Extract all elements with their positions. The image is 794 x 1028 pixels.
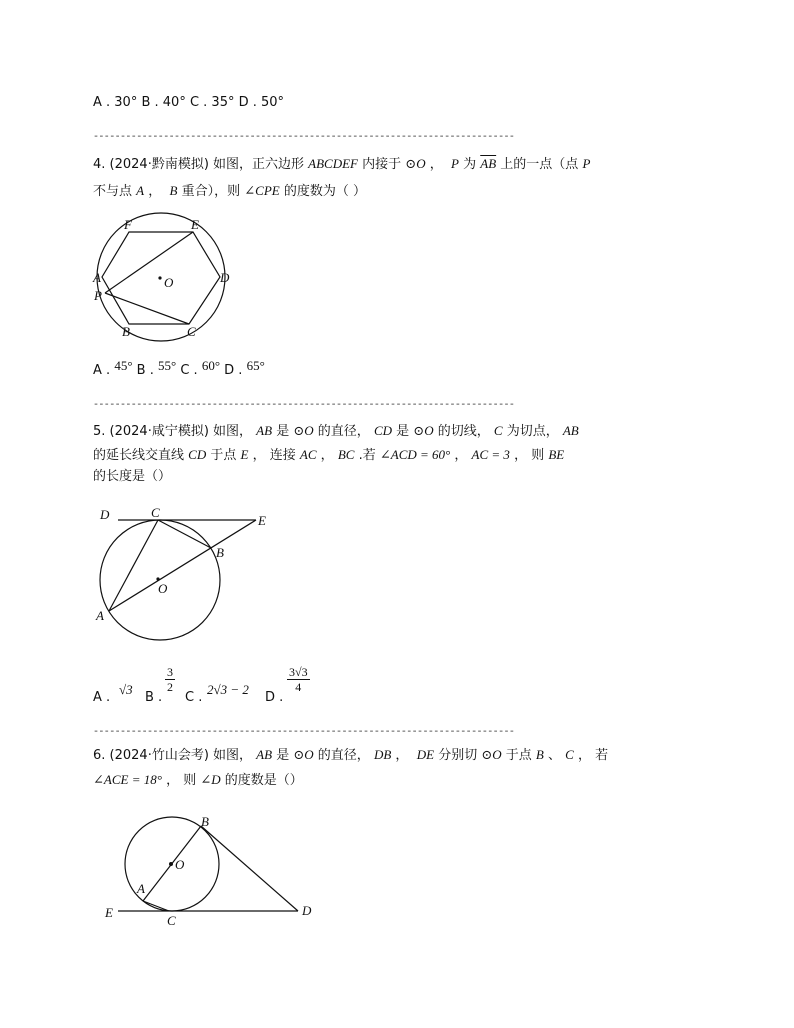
q4-label-o: O	[164, 275, 174, 290]
q5-value-b-numerator: 3	[167, 665, 173, 679]
q5-option-c: C .	[185, 690, 203, 705]
q5-label-e: E	[258, 513, 266, 528]
q5-line-ae	[109, 520, 256, 611]
q6-de: DE	[416, 747, 435, 762]
q5-text: 的切线，	[437, 424, 490, 439]
q4-label-c: C	[187, 324, 196, 339]
q6-segment-ac	[143, 901, 169, 911]
q4-text: 4. (2024·黔南模拟) 如图，正六边形	[93, 157, 305, 172]
q4-circle-symbol: ⊙O	[405, 156, 426, 171]
q6-figure	[100, 810, 330, 930]
q6-label-o: O	[175, 857, 185, 872]
q5-ab: AB	[256, 423, 273, 438]
q5-segment-ac	[109, 520, 158, 611]
q5-value-d-denominator: 4	[295, 680, 302, 694]
q4-value-c: 60°	[201, 358, 221, 373]
q4-option-c: C .	[180, 363, 198, 378]
q3-options: A . 30° B . 40° C . 35° D . 50°	[93, 95, 285, 110]
q4-point-p: P	[451, 156, 459, 171]
q4-option-b: B .	[136, 363, 154, 378]
q6-text: 是	[276, 748, 290, 763]
q4-hexagon-name: ABCDEF	[308, 156, 358, 171]
q5-label-b: B	[216, 545, 224, 560]
q5-text: ，	[320, 448, 334, 463]
q5-figure	[93, 507, 273, 637]
q4-segment-pc	[105, 293, 189, 324]
q5-text: ， 连接	[252, 448, 296, 463]
q4-point-a: A	[136, 183, 145, 198]
q4-label-a: A	[93, 270, 101, 285]
q5-bc: BC	[337, 447, 355, 462]
q5-text: 的直径，	[317, 424, 370, 439]
q5-value-c: 2√3 − 2	[207, 682, 249, 697]
q5-label-d: D	[100, 507, 110, 522]
q4-value-a: 45°	[114, 358, 133, 373]
q5-label-a: A	[96, 608, 104, 623]
q4-text: 上的一点（点	[500, 157, 579, 172]
q6-text: ，	[395, 748, 409, 763]
q4-stem-line2	[93, 182, 366, 201]
q5-text: 5. (2024·咸宁模拟) 如图，	[93, 424, 253, 439]
q6-ab: AB	[256, 747, 273, 762]
q6-label-e: E	[105, 905, 113, 920]
q6-c: C	[565, 747, 574, 762]
q6-b: B	[535, 747, 544, 762]
q4-label-p: P	[94, 288, 102, 303]
q4-text: ，	[429, 157, 443, 172]
q5-value-a: √3	[119, 682, 133, 697]
q4-option-a: A .	[93, 363, 111, 378]
q4-text: 为	[463, 157, 477, 172]
q5-value-d-numerator: 3√3	[289, 665, 308, 679]
q5-label-c: C	[151, 505, 160, 520]
q5-condition-length: AC = 3	[471, 447, 510, 462]
q4-text: 的度数为（ ）	[283, 184, 367, 199]
q5-c: C	[493, 423, 503, 438]
q4-segment-pe	[105, 232, 193, 293]
q6-label-d: D	[302, 903, 312, 918]
q5-option-d: D .	[265, 690, 284, 705]
q6-angle-d: ∠D	[200, 772, 221, 787]
q5-text: .若	[358, 448, 376, 463]
q4-options	[93, 358, 265, 380]
q5-option-b: B .	[145, 690, 163, 705]
q5-circle-symbol: ⊙O	[413, 423, 434, 438]
q5-value-b	[165, 665, 175, 694]
q5-label-o: O	[158, 581, 168, 596]
q5-cd: CD	[188, 447, 207, 462]
q6-circle-symbol: ⊙O	[293, 747, 314, 762]
separator-3: ------------------------------------------------------------------------------	[93, 727, 515, 738]
q5-text: 的延长线交直线	[93, 448, 185, 463]
q6-tangent-db	[201, 826, 298, 911]
q4-label-e: E	[191, 217, 199, 232]
q4-value-b: 55°	[157, 358, 177, 373]
separator-2: ------------------------------------------------------------------------------	[93, 400, 515, 411]
q4-option-d: D .	[224, 363, 243, 378]
q5-text: 为切点，	[506, 424, 559, 439]
q5-option-a: A .	[93, 690, 111, 705]
q6-label-b: B	[201, 814, 209, 829]
q4-label-b: B	[122, 324, 130, 339]
q4-label-d: D	[220, 270, 230, 285]
q5-text: ，	[454, 448, 468, 463]
q5-stem-line3: 的长度是（）	[93, 469, 172, 484]
q4-text: 重合），则	[181, 184, 241, 199]
q4-point-b: B	[169, 183, 178, 198]
q6-circle-symbol: ⊙O	[481, 747, 502, 762]
q5-ab: AB	[562, 423, 579, 438]
q5-text: 于点	[210, 448, 237, 463]
q6-text: 、	[548, 748, 562, 763]
q5-e: E	[240, 447, 249, 462]
q5-be: BE	[548, 447, 565, 462]
q6-label-c: C	[167, 913, 176, 928]
q5-text: 是	[276, 424, 290, 439]
q6-db: DB	[373, 747, 392, 762]
separator-1: ------------------------------------------------------------------------------	[93, 132, 515, 143]
q6-center-dot	[169, 862, 173, 866]
q6-label-a: A	[137, 881, 145, 896]
q4-center-dot	[158, 276, 161, 279]
q6-text: ， 则	[166, 773, 197, 788]
q4-angle: ∠CPE	[244, 183, 280, 198]
q6-condition: ∠ACE = 18°	[93, 772, 162, 787]
q4-text: ，	[148, 184, 162, 199]
q4-text: 内接于	[362, 157, 402, 172]
q6-text: ， 若	[577, 748, 609, 763]
q6-text: 6. (2024·竹山会考) 如图，	[93, 748, 253, 763]
q5-ac: AC	[299, 447, 317, 462]
q6-text: 于点	[505, 748, 532, 763]
q5-segment-bc	[158, 520, 211, 548]
q4-value-d: 65°	[246, 358, 265, 373]
q5-stem-line1	[93, 422, 579, 441]
q4-label-f: F	[124, 217, 132, 232]
q5-stem-line2	[93, 446, 564, 465]
q4-figure	[88, 212, 238, 342]
q5-value-b-denominator: 2	[167, 680, 173, 694]
q4-arc-ab: $\overline{AB}$	[480, 156, 497, 171]
q6-text: 的直径，	[317, 748, 370, 763]
q5-text: 是	[396, 424, 410, 439]
q4-point-p: P	[582, 156, 591, 171]
q5-condition-angle: ∠ACD = 60°	[379, 447, 451, 462]
q5-text: ， 则	[514, 448, 545, 463]
q5-cd: CD	[373, 423, 392, 438]
q5-value-d	[287, 665, 310, 694]
q5-circle-symbol: ⊙O	[293, 423, 314, 438]
q4-stem-line1	[93, 155, 590, 174]
q4-text: 不与点	[93, 184, 133, 199]
q6-text: 分别切	[438, 748, 478, 763]
q6-text: 的度数是（）	[224, 773, 303, 788]
q6-stem-line1	[93, 746, 608, 765]
q6-stem-line2	[93, 771, 303, 790]
